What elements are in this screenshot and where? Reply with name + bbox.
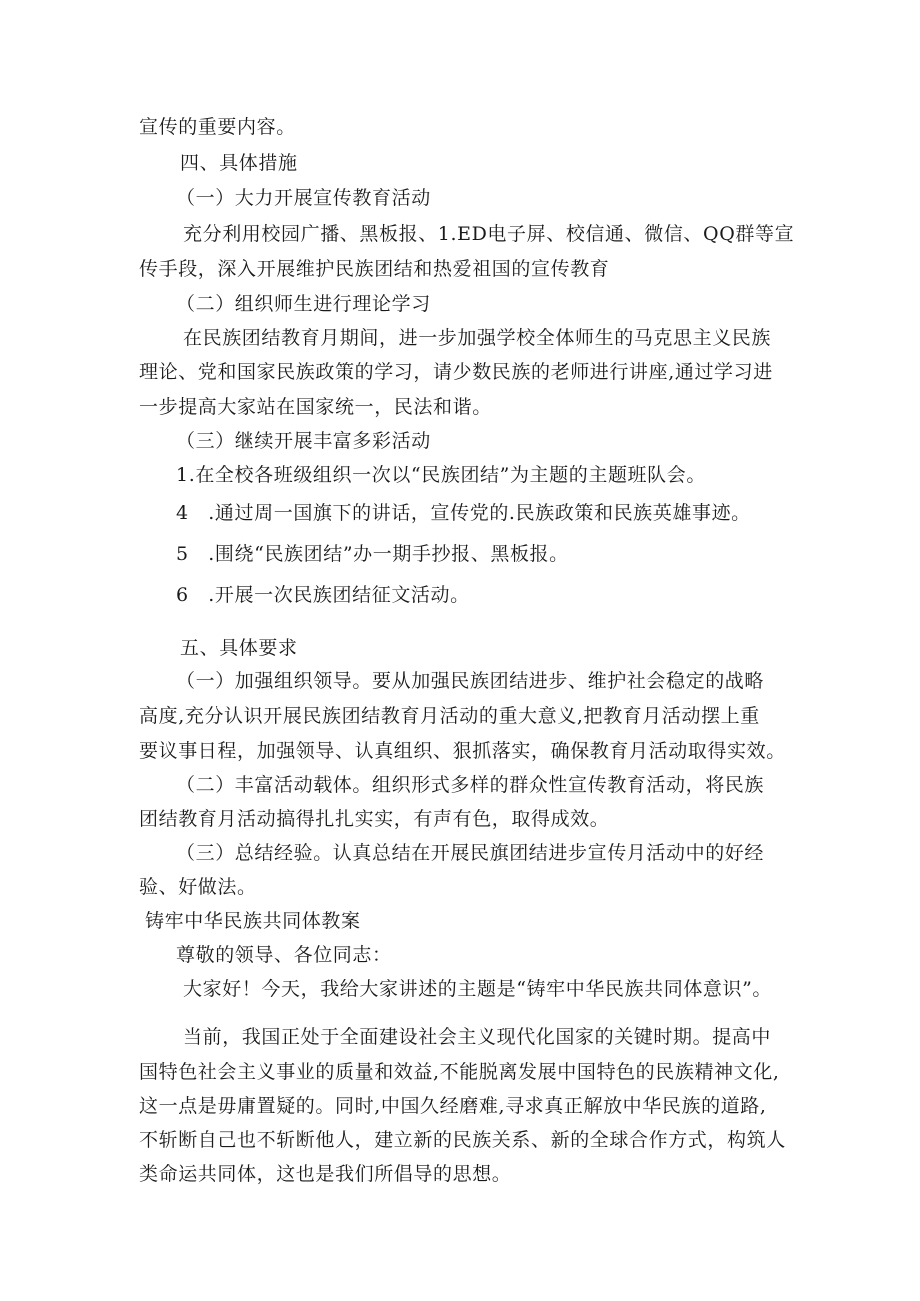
subheading-5-1: （一）加强组织领导。要从加强民族团结进步、维护社会稳定的战略 [176,670,765,692]
text-line-26: 当前，我国正处于全面建设社会主义现代化国家的关键时期。提高中 [183,1026,772,1048]
subheading-4-2: （二）组织师生进行理论学习 [176,293,431,315]
text-line-5: 传手段，深入开展维护民族团结和热爱祖国的宣传教育 [139,258,610,280]
text-line-9: 一步提高大家站在国家统一，民法和谐。 [139,396,492,418]
subheading-4-1: （一）大力开展宣传教育活动 [176,187,431,209]
text-line-8: 理论、党和国家民族政策的学习，请少数民族的老师进行讲座,通过学习进 [139,361,773,383]
greeting-line: 大家好！今天，我给大家讲述的主题是“铸牢中华民族共同体意识”。 [183,978,773,1000]
text-line-28: 这一点是毋庸置疑的。同时,中国久经磨难,寻求真正解放中华民族的道路, [139,1095,767,1117]
doc-title: 铸牢中华民族共同体教案 [145,910,361,932]
text-line-17: 高度,充分认识开展民族团结教育月活动的重大意义,把教育月活动摆上重 [139,705,760,727]
list-item-6: 6 .开展一次民族团结征文活动。 [176,584,470,606]
text-line-7: 在民族团结教育月期间，进一步加强学校全体师生的马克思主义民族 [183,327,772,349]
text-line-29: 不斩断自己也不斩断他人，建立新的民族关系、新的全球合作方式，构筑人 [139,1129,786,1151]
text-line-1: 宣传的重要内容。 [139,116,296,138]
subheading-5-3: （三）总结经验。认真总结在开展民旗团结进步宣传月活动中的好经 [176,842,765,864]
text-line-4: 充分利用校园广播、黑板报、1.ED电子屏、校信通、微信、QQ群等宣 [183,223,795,245]
text-line-18: 要议事日程，加强领导、认真组织、狠抓落实，确保教育月活动取得实效。 [139,740,786,762]
list-item-5: 5 .围绕“民族团结”办一期手抄报、黑板报。 [176,543,569,565]
list-item-1: 1.在全校各班级组织一次以“民族团结”为主题的主题班队会。 [176,464,706,486]
list-item-4: 4 .通过周一国旗下的讲话，宣传党的.民族政策和民族英雄事迹。 [176,502,751,524]
text-line-22: 验、好做法。 [139,876,257,898]
section-heading-5: 五、具体要求 [180,637,298,659]
text-line-20: 团结教育月活动搞得扎扎实实，有声有色，取得成效。 [139,808,610,830]
subheading-5-2: （二）丰富活动载体。组织形式多样的群众性宣传教育活动，将民族 [176,774,765,796]
text-line-27: 国特色社会主义事业的质量和效益,不能脱离发展中国特色的民族精神文化, [139,1061,780,1083]
text-line-30: 类命运共同体，这也是我们所倡导的思想。 [139,1163,512,1185]
salutation: 尊敬的领导、各位同志： [176,944,392,966]
section-heading-4: 四、具体措施 [180,152,298,174]
subheading-4-3: （三）继续开展丰富多彩活动 [176,430,431,452]
